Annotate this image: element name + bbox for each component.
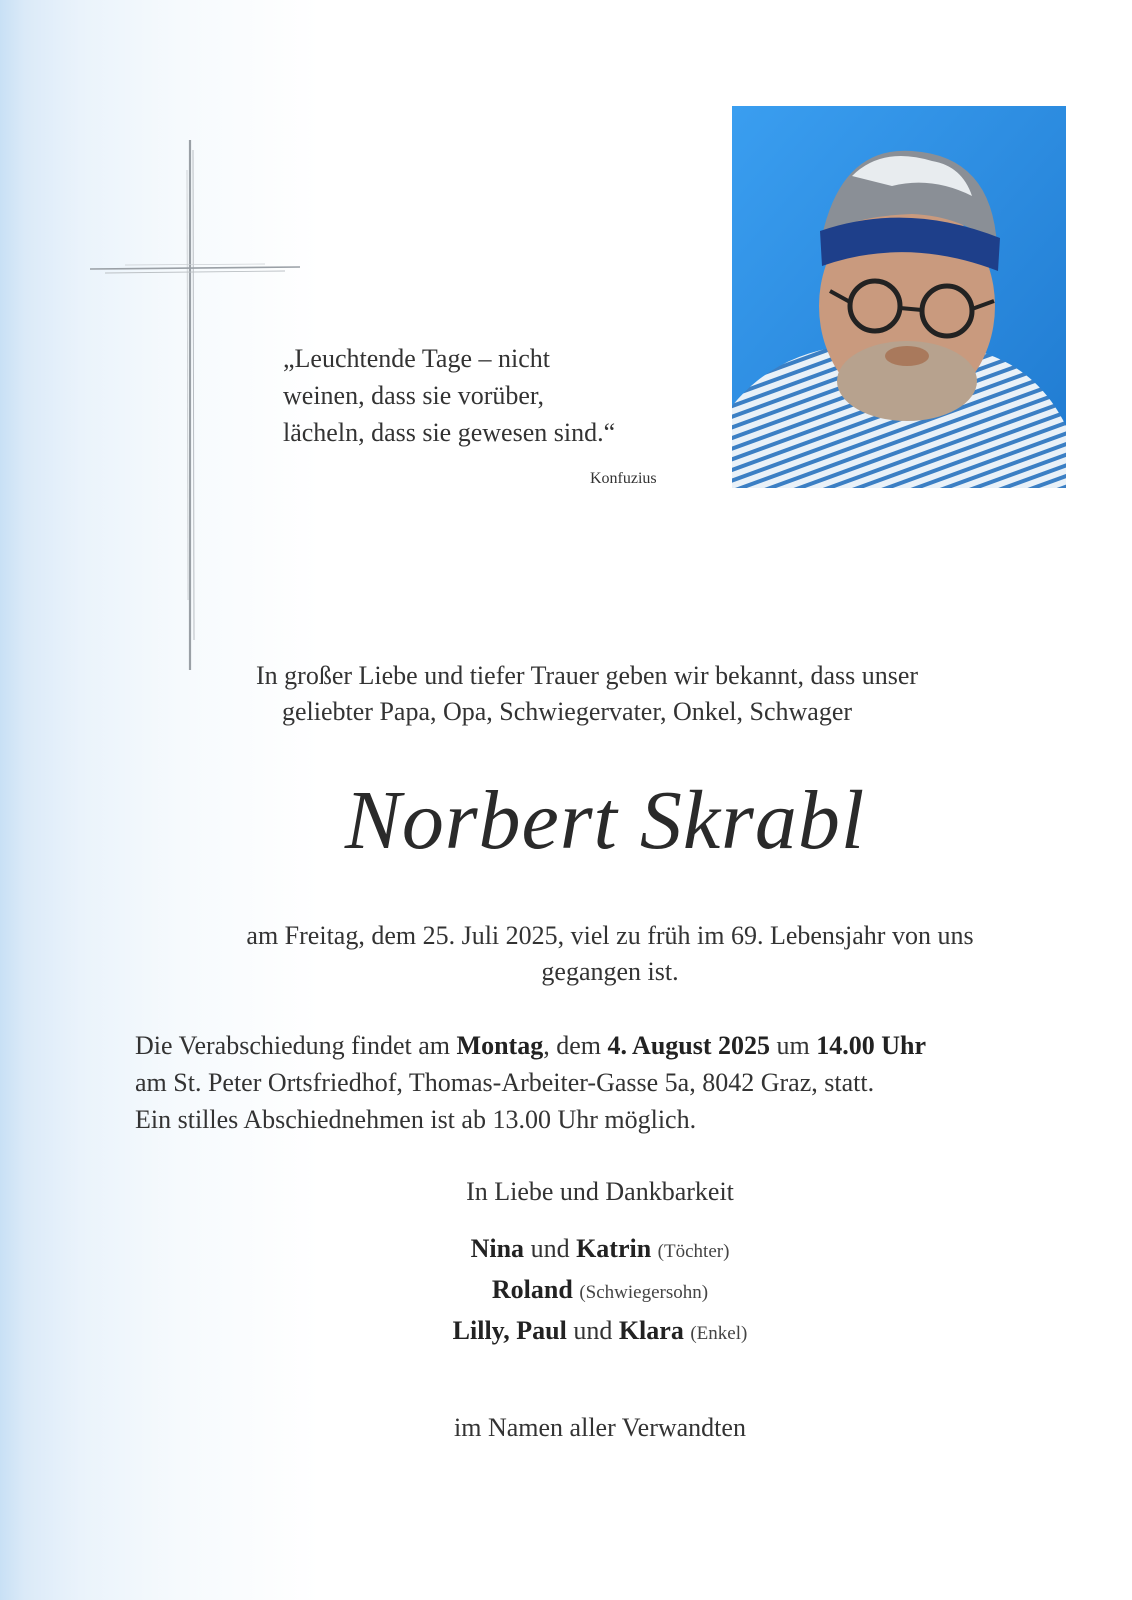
farewell-time: 14.00 Uhr (816, 1031, 927, 1060)
mourner-joiner: und (524, 1234, 577, 1263)
mourner-name: Klara (618, 1316, 684, 1345)
quote-line: „Leuchtende Tage – nicht (283, 344, 550, 373)
quote-author: Konfuzius (590, 470, 657, 487)
farewell-text: Die Verabschiedung findet am (135, 1031, 457, 1060)
farewell-text: um (770, 1031, 817, 1060)
quote-block (283, 340, 703, 451)
announcement-line: geliebter Papa, Opa, Schwiegervater, Onkel, Schwager (282, 697, 853, 726)
mourner-name: Roland (491, 1275, 573, 1304)
mourner-relation: (Enkel) (690, 1323, 748, 1344)
death-notice (150, 918, 1070, 990)
farewell-date: 4. August 2025 (607, 1031, 771, 1060)
farewell-line-1 (135, 1027, 1095, 1064)
quote-line: lächeln, dass sie gewesen sind.“ (283, 418, 616, 447)
mourner-name: Katrin (576, 1234, 652, 1263)
announcement-text (230, 658, 1040, 730)
farewell-text: , dem (543, 1031, 608, 1060)
farewell-location: am St. Peter Ortsfriedhof, Thomas-Arbeiter-Gasse 5a, 8042 Graz, statt. (135, 1068, 875, 1097)
announcement-line: In großer Liebe und tiefer Trauer geben wir bekannt, dass unser (256, 661, 919, 690)
mourner-relation: (Töchter) (657, 1241, 730, 1262)
death-notice-line: gegangen ist. (541, 957, 679, 986)
mourner-row (0, 1230, 1132, 1271)
farewell-details (135, 1027, 1095, 1138)
mourner-row (0, 1312, 1132, 1353)
thanks-line: In Liebe und Dankbarkeit (466, 1177, 734, 1206)
mourner-row (0, 1271, 1132, 1312)
farewell-viewing: Ein stilles Abschiednehmen ist ab 13.00 Uhr möglich. (135, 1105, 697, 1134)
quote-line: weinen, dass sie vorüber, (283, 381, 545, 410)
mourners-list (0, 1230, 1132, 1353)
closing-line: im Namen aller Verwandten (454, 1413, 746, 1442)
mourner-relation: (Schwiegersohn) (579, 1282, 709, 1303)
portrait-photo (732, 106, 1066, 488)
mourner-joiner: und (566, 1316, 619, 1345)
mourner-name: Nina (470, 1234, 525, 1263)
mourner-name: Lilly, Paul (452, 1316, 567, 1345)
deceased-name: Norbert Skrabl (344, 774, 866, 867)
cross-icon (85, 140, 305, 675)
death-notice-line: am Freitag, dem 25. Juli 2025, viel zu früh im 69. Lebensjahr von uns (246, 921, 974, 950)
farewell-weekday: Montag (456, 1031, 544, 1060)
